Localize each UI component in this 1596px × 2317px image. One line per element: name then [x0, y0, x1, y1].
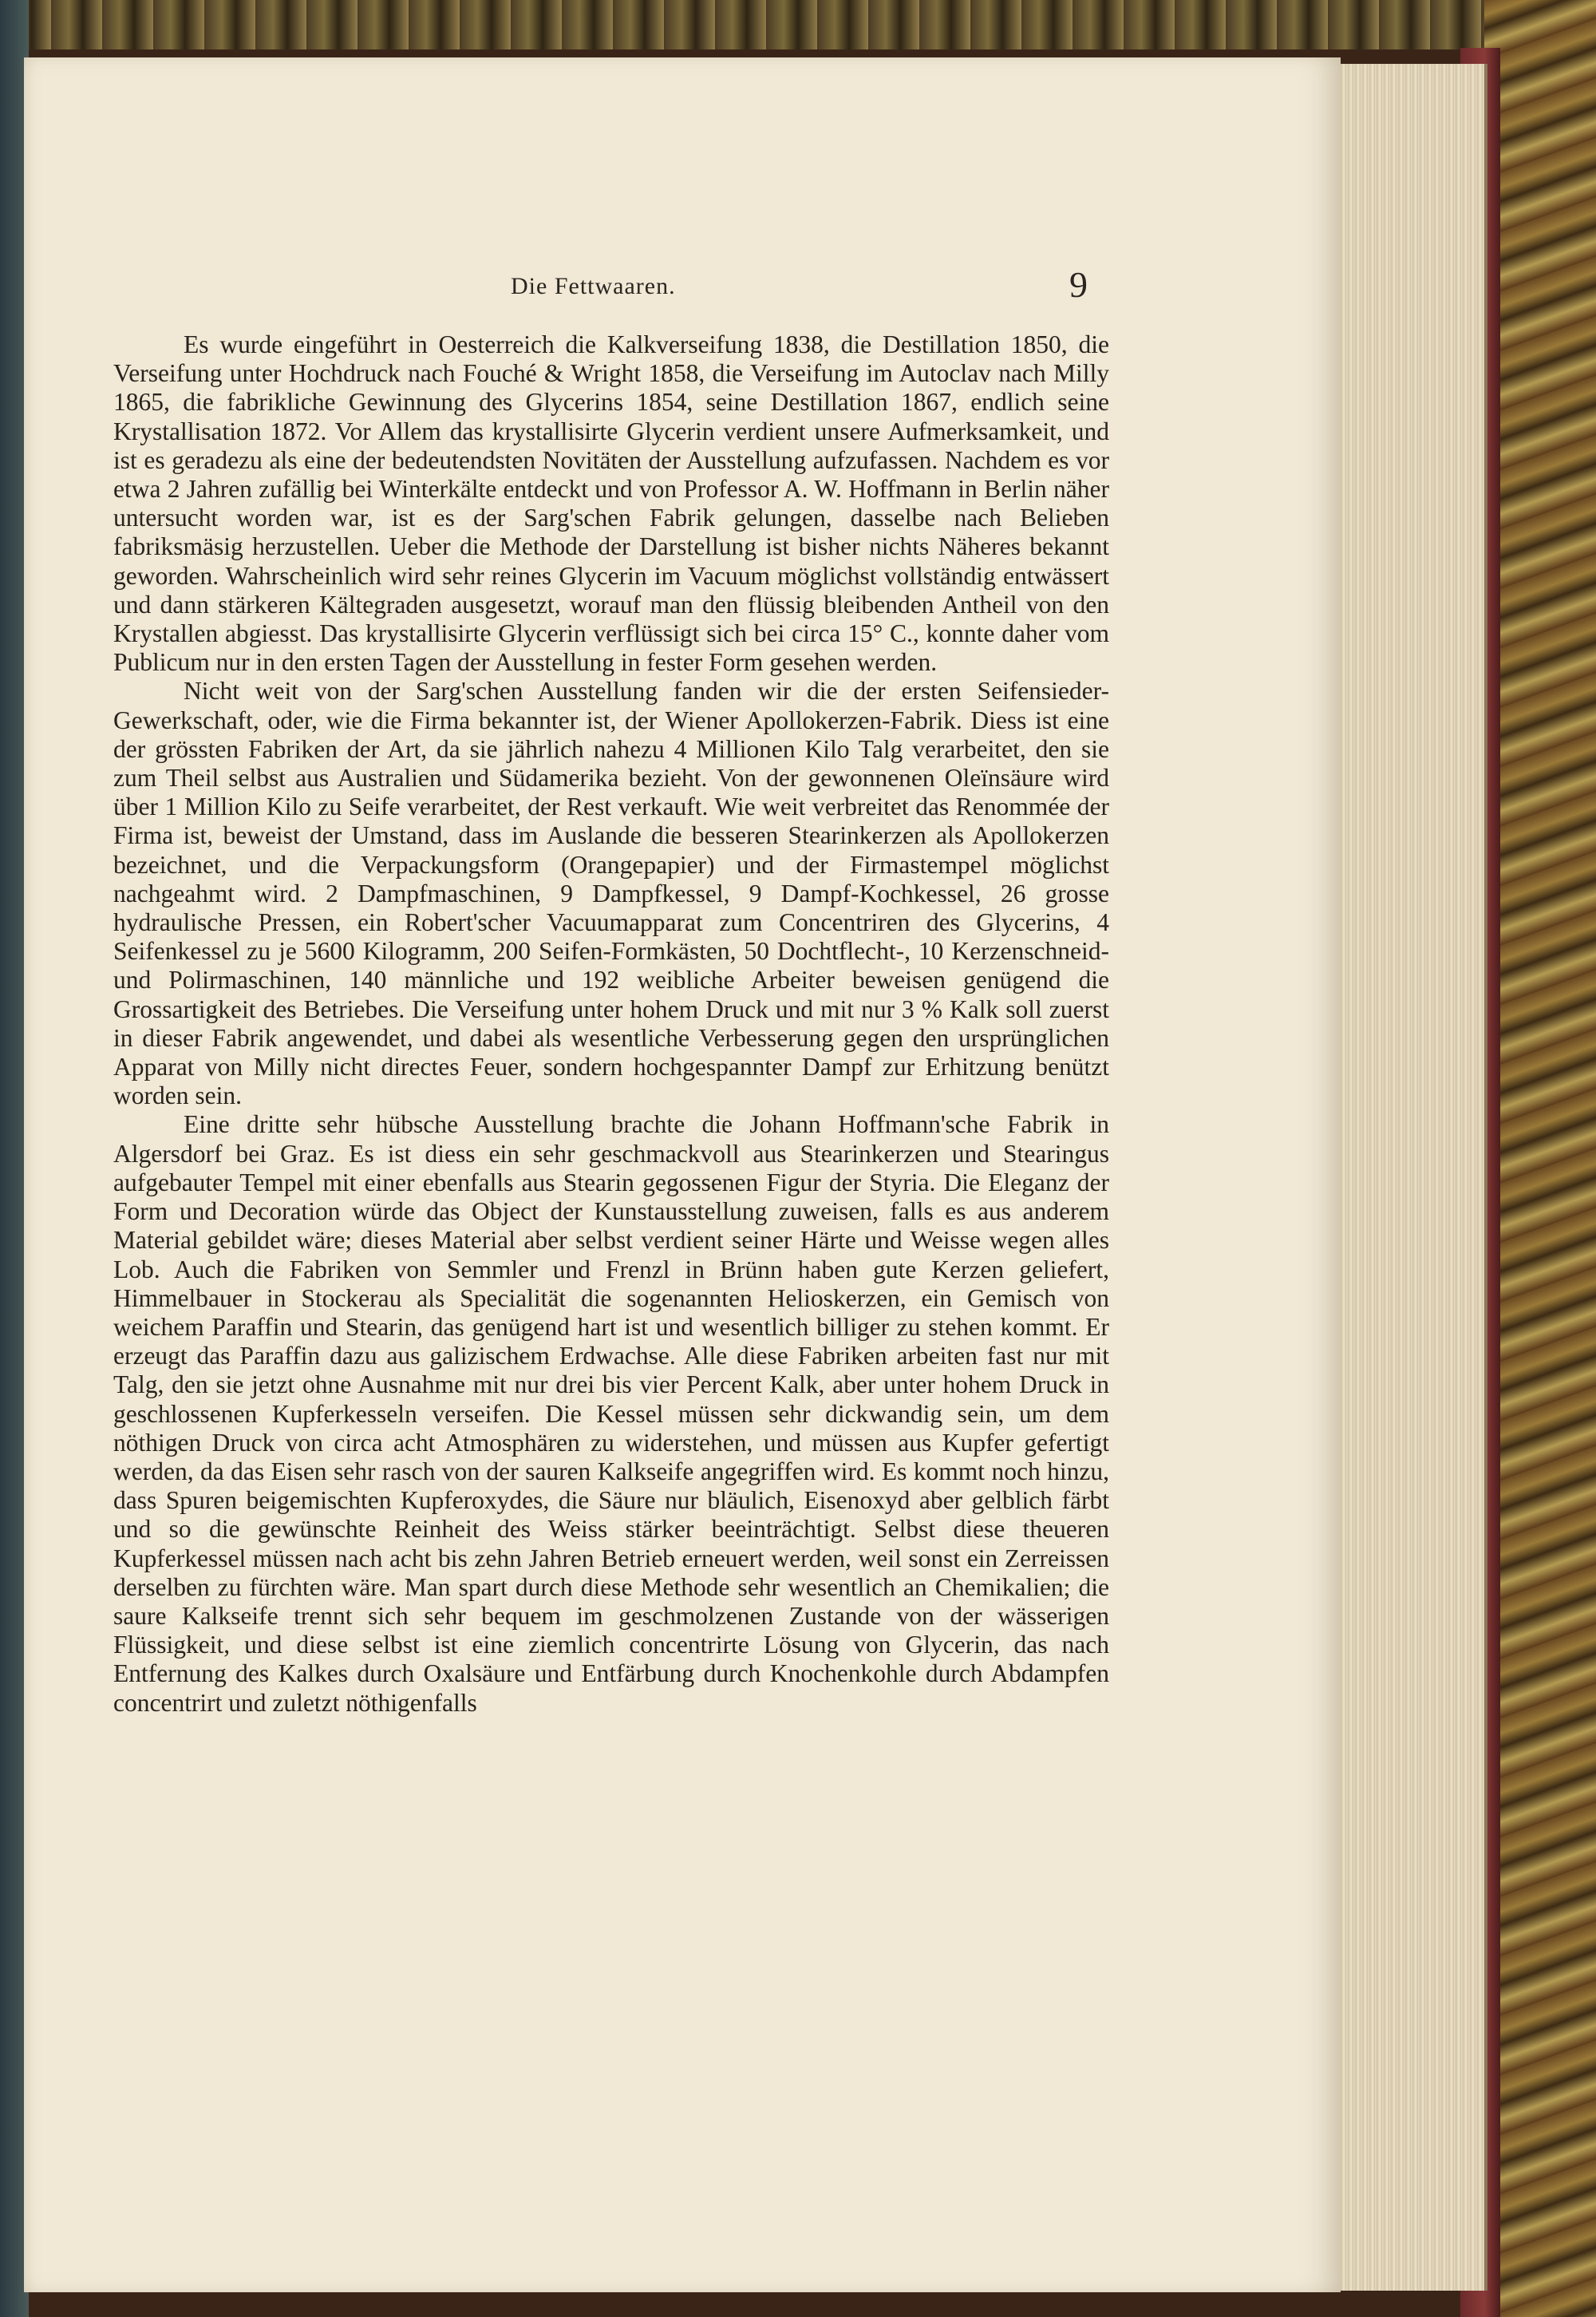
book-page: [24, 57, 1341, 2292]
page-number: 9: [1069, 264, 1088, 305]
paragraph: Eine dritte sehr hübsche Ausstellung brachte die Johann Hoffmann'sche Fabrik in Algersdorf bei Graz. Es ist diess ein sehr geschmackvoll aus Stearinkerzen und Stearingus aufgebauter Tempel mit einer ebenfalls aus Stearin gegossenen Figur der Styria. Die Eleganz der Form und Decoration würde das Object der Kunstausstellung zuweisen, falls es aus anderem Material gebildet wäre; dieses Material aber selbst verdient seiner Härte und Weisse wegen alles Lob. Auch die Fabriken von Semmler und Frenzl in Brünn haben gute Kerzen geliefert, Himmelbauer in Stockerau als Specialität die sogenannten Helioskerzen, ein Gemisch von weichem Paraffin und Stearin, das genügend hart ist und wesentlich billiger zu stehen kommt. Er erzeugt das Paraffin dazu aus galizischem Erdwachse. Alle diese Fabriken arbeiten fast nur mit Talg, den sie jetzt ohne Ausnahme mit nur drei bis vier Percent Kalk, aber unter hohem Druck in geschlossenen Kupferkesseln verseifen. Die Kessel müssen sehr dickwandig sein, um dem nöthigen Druck von circa acht Atmosphären zu widerstehen, und müssen aus Kupfer gefertigt werden, da das Eisen sehr rasch von der sauren Kalkseife angegriffen wird. Es kommt noch hinzu, dass Spuren beigemischten Kupferoxydes, die Säure nur bläulich, Eisenoxyd aber gelblich färbt und so die gewünschte Reinheit des Weiss stärker beeinträchtigt. Selbst diese theueren Kupferkessel müssen nach acht bis zehn Jahren Betrieb erneuert werden, weil sonst ein Zerreissen derselben zu fürchten wäre. Man spart durch diese Methode sehr wesentlich an Chemikalien; die saure Kalkseife trennt sich sehr bequem im geschmolzenen Zustande von der wässerigen Flüssigkeit, und diese selbst ist eine ziemlich concentrirte Lösung von Glycerin, das nach Entfernung des Kalkes durch Oxalsäure und Entfärbung durch Knochenkohle durch Abdampfen concentrirt und zuletzt nöthigenfalls: [113, 1110, 1109, 1717]
paragraph: Nicht weit von der Sarg'schen Ausstellung fanden wir die der ersten Seifensieder-Gewerkschaft, oder, wie die Firma bekannter ist, der Wiener Apollokerzen-Fabrik. Diess ist eine der grössten Fabriken der Art, da sie jährlich nahezu 4 Millionen Kilo Talg verarbeitet, den sie zum Theil selbst aus Australien und Südamerika bezieht. Von der gewonnenen Oleïnsäure wird über 1 Million Kilo zu Seife verarbeitet, der Rest verkauft. Wie weit verbreitet das Renommée der Firma ist, beweist der Umstand, dass im Auslande die besseren Stearinkerzen als Apollokerzen bezeichnet, und die Verpackungsform (Orangepapier) und der Firmastempel möglichst nachgeahmt wird. 2 Dampfmaschinen, 9 Dampfkessel, 9 Dampf-Kochkessel, 26 grosse hydraulische Pressen, ein Robert'scher Vacuumapparat zum Concentriren des Glycerins, 4 Seifenkessel zu je 5600 Kilogramm, 200 Seifen-Formkästen, 50 Dochtflecht-, 10 Kerzenschneid- und Polirmaschinen, 140 männliche und 192 weibliche Arbeiter beweisen genügend die Grossartigkeit des Betriebes. Die Verseifung unter hohem Druck und mit nur 3 % Kalk soll zuerst in dieser Fabrik angewendet, und dabei als wesentliche Verbesserung gegen den ursprünglichen Apparat von Milly nicht directes Feuer, sondern hochgespannter Dampf zur Erhitzung benützt worden sein.: [113, 677, 1109, 1110]
book-cover-marbled: [1484, 0, 1596, 2317]
paragraph: Es wurde eingeführt in Oesterreich die Kalkverseifung 1838, die Destillation 1850, die Verseifung unter Hochdruck nach Fouché & Wright 1858, die Verseifung im Autoclav nach Milly 1865, die fabrikliche Gewinnung des Glycerins 1854, seine Destillation 1867, endlich seine Krystallisation 1872. Vor Allem das krystallisirte Glycerin verdient unsere Aufmerksamkeit, und ist es geradezu als eine der bedeutendsten Novitäten der Ausstellung aufzufassen. Nachdem es vor etwa 2 Jahren zufällig bei Winterkälte entdeckt und von Professor A. W. Hoffmann in Berlin näher untersucht worden war, ist es der Sarg'schen Fabrik gelungen, dasselbe nach Belieben fabriksmäsig herzustellen. Ueber die Methode der Darstellung ist bisher nichts Näheres bekannt geworden. Wahrscheinlich wird sehr reines Glycerin im Vacuum möglichst vollständig entwässert und dann stärkeren Kältegraden ausgesetzt, worauf man den flüssig bleibenden Antheil von den Krystallen abgiesst. Das krystallisirte Glycerin verflüssigt sich bei circa 15° C., konnte daher vom Publicum nur in den ersten Tagen der Ausstellung in fester Form gesehen werden.: [113, 330, 1109, 677]
running-title: Die Fettwaaren.: [511, 273, 676, 299]
book-binding-top: [0, 0, 1596, 49]
body-text: [113, 330, 1109, 1718]
page-stack-edges: [1325, 64, 1487, 2291]
